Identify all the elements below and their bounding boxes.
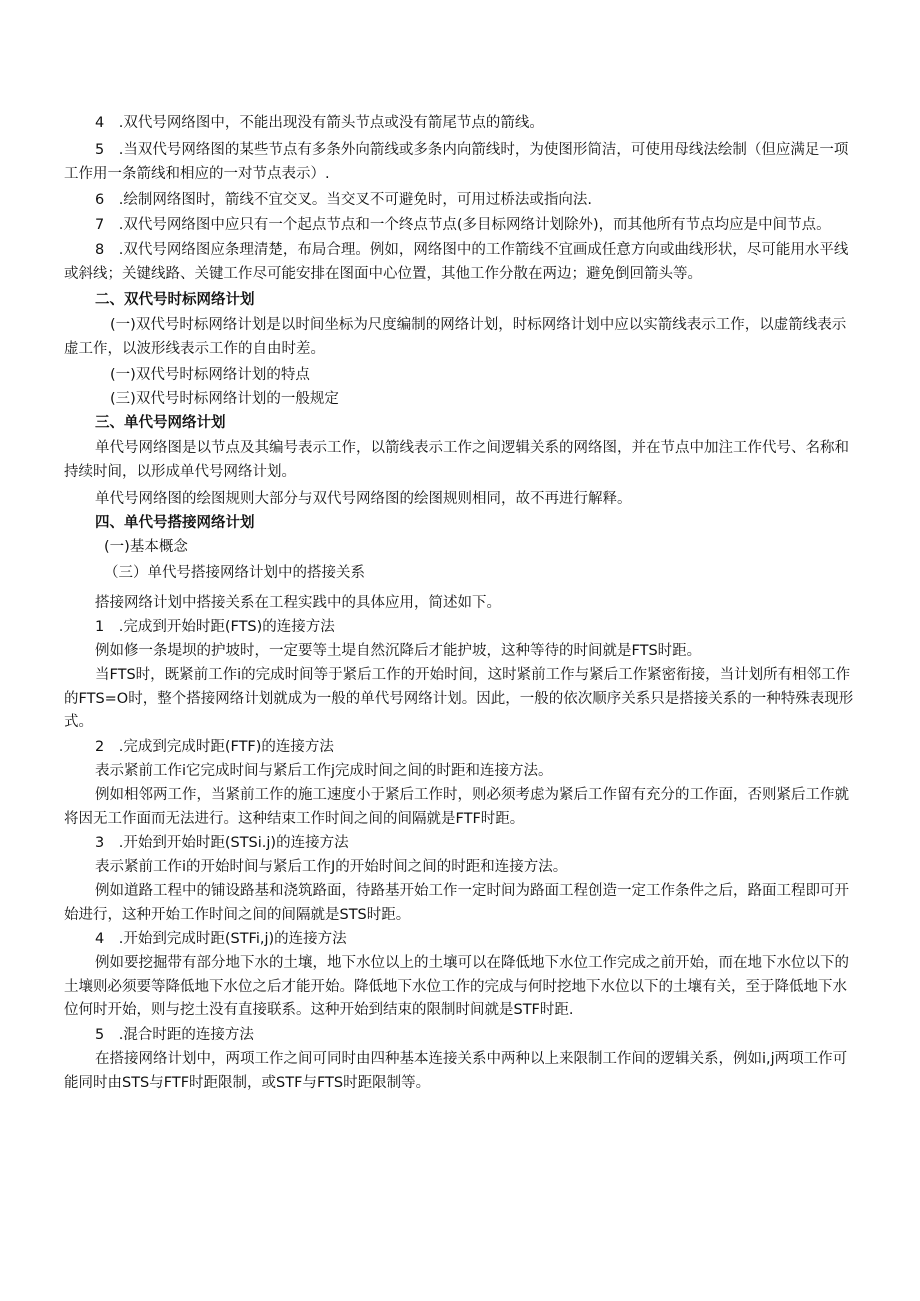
item-4-title: 4 .开始到完成时距(STFi,j)的连接方法 (95, 931, 347, 947)
single-code-definition-paragraph: 单代号网络图是以节点及其编号表示工作，以箭线表示工作之间逻辑关系的网络图，并在节点中加注工作代号、名称和持续时间，以形成单代号网络计划。 (64, 440, 849, 480)
rule-4-paragraph: 4 .双代号网络图中，不能出现没有箭头节点或没有箭尾节点的箭线。 (95, 115, 544, 131)
item-2-title: 2 .完成到完成时距(FTF)的连接方法 (95, 739, 334, 755)
item-3-example: 例如道路工程中的铺设路基和浇筑路面，待路基开始工作一定时间为路面工程创造一定工作条件之后，路面工程即可开始进行，这种开始工作时间之间的间隔就是STS时距。 (64, 883, 849, 923)
item-1-example: 例如修一条堤坝的护坡时，一定要等土堤自然沉降后才能护坡，这种等待的时间就是FTS时距。 (95, 643, 702, 659)
item-3-definition: 表示紧前工作i的开始时间与紧后工作J的开始时间之间的时距和连接方法。 (95, 859, 568, 875)
item-2-definition: 表示紧前工作i它完成时间与紧后工作j完成时间之间的时距和连接方法。 (95, 763, 553, 779)
timescale-features-subheading: (一)双代号时标网络计划的特点 (110, 367, 310, 383)
item-2-example: 例如相邻两工作，当紧前工作的施工速度小于紧后工作时，则必须考虑为紧后工作留有充分的工作面，否则紧后工作就将因无工作面而无法进行。这种结束工作时间之间的间隔就是FTF时距。 (64, 787, 849, 827)
item-4-example: 例如要挖掘带有部分地下水的土壤，地下水位以上的土壤可以在降低地下水位工作完成之前开始，而在地下水位以下的土壤则必须要等降低地下水位之后才能开始。降低地下水位工作的完成与何时挖地下水位以下的土壤有关，至于降低地下水位何时开始，则与挖土没有直接联系。这种开始到结束的限制时间就是STF时距. (64, 955, 849, 1018)
overlap-intro-paragraph: 搭接网络计划中搭接关系在工程实践中的具体应用，简述如下。 (95, 595, 501, 611)
item-5-detail: 在搭接网络计划中，两项工作之间可同时由四种基本连接关系中两种以上来限制工作间的逻辑关系，例如i,j两项工作可能同时由STS与FTF时距限制，或STF与FTS时距限制等。 (64, 1051, 848, 1091)
timescale-definition-paragraph: (一)双代号时标网络计划是以时间坐标为尺度编制的网络计划，时标网络计划中应以实箭线表示工作，以虚箭线表示虚工作，以波形线表示工作的自由时差。 (64, 317, 847, 357)
item-3-title: 3 .开始到开始时距(STSi.j)的连接方法 (95, 835, 349, 851)
rule-6-paragraph: 6 .绘制网络图时，箭线不宜交叉。当交叉不可避免时，可用过桥法或指向法. (95, 192, 592, 208)
section-heading-4: 四、单代号搭接网络计划 (95, 515, 255, 531)
overlap-relations-subheading: （三）单代号搭接网络计划中的搭接关系 (104, 565, 365, 581)
item-5-title: 5 .混合时距的连接方法 (95, 1027, 254, 1043)
section-heading-2: 二、双代号时标网络计划 (95, 292, 255, 308)
item-1-title: 1 .完成到开始时距(FTS)的连接方法 (95, 619, 335, 635)
rule-8-paragraph: 8 .双代号网络图应条理清楚，布局合理。例如，网络图中的工作箭线不宜画成任意方向或曲线形状，尽可能用水平线或斜线；关键线路、关键工作尽可能安排在图面中心位置，其他工作分散在两边；避免倒回箭头等。 (64, 242, 849, 282)
section-heading-3: 三、单代号网络计划 (95, 415, 226, 431)
rule-7-paragraph: 7 .双代号网络图中应只有一个起点节点和一个终点节点(多目标网络计划除外)，而其他所有节点均应是中间节点。 (95, 217, 831, 233)
basic-concepts-subheading: (一)基本概念 (104, 539, 188, 555)
item-1-detail: 当FTS时，既紧前工作i的完成时间等于紧后工作的开始时间，这时紧前工作与紧后工作紧密衔接，当计划所有相邻工作的FTS=O时，整个搭接网络计划就成为一般的单代号网络计划。因此，一般的依次顺序关系只是搭接关系的一种特殊表现形式。 (64, 667, 854, 730)
single-code-rules-paragraph: 单代号网络图的绘图规则大部分与双代号网络图的绘图规则相同，故不再进行解释。 (95, 491, 632, 507)
timescale-rules-subheading: (三)双代号时标网络计划的一般规定 (110, 391, 339, 407)
rule-5-paragraph: 5 .当双代号网络图的某些节点有多条外向箭线或多条内向箭线时，为使图形简洁，可使用母线法绘制（但应满足一项工作用一条箭线和相应的一对节点表示）. (64, 142, 849, 182)
